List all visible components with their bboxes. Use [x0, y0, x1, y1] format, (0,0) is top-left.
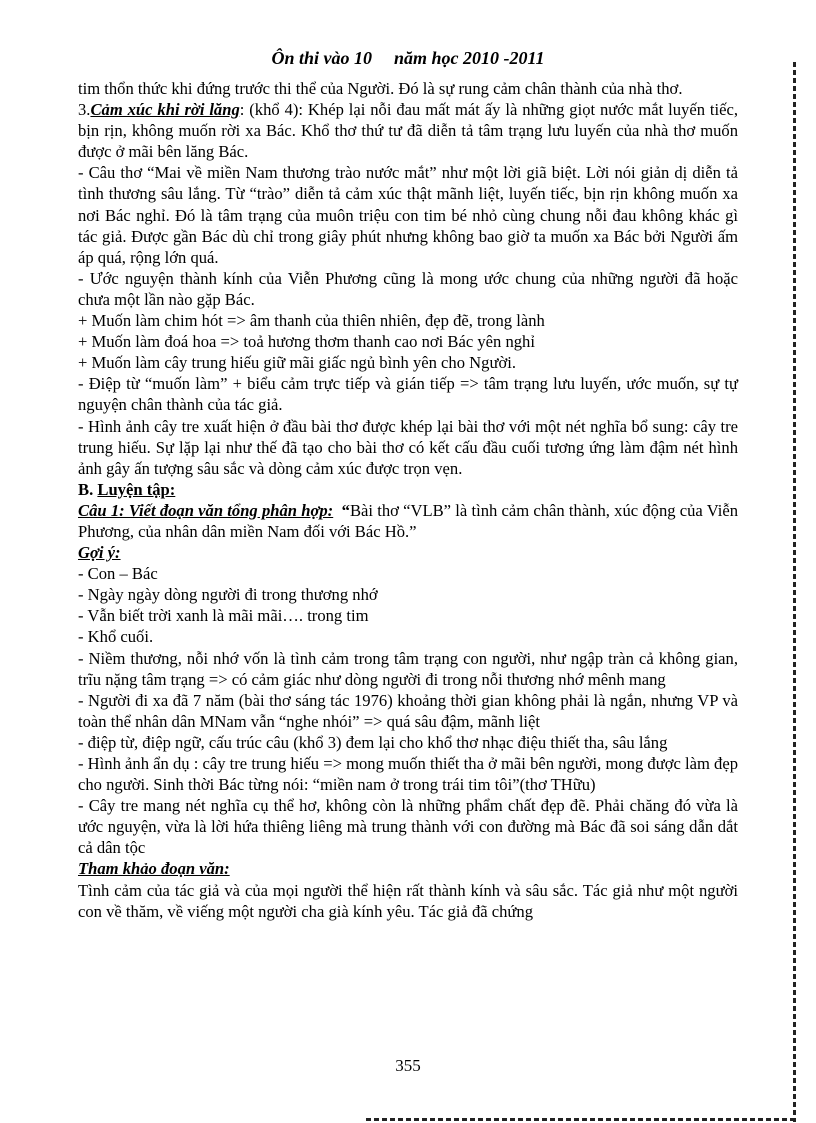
section-3-title: Cảm xúc khi rời lăng: [90, 100, 240, 120]
section-b-heading: [78, 479, 738, 500]
question-1-text: Bài thơ “VLB” là tình cảm chân thành, xúc động của Viễn Phương, của nhân dân miền Nam đối với Bác Hồ.”: [78, 500, 738, 541]
hint-item: - Cây tre mang nét nghĩa cụ thể hơ, không còn là những phẩm chất đẹp đẽ. Phải chăng đó vừa là ước nguyện, vừa là lời hứa thiêng liêng mà trung thành với con đường mà Bác đã soi sáng dẫn dắt cả dân tộc: [78, 796, 738, 858]
hint-item: - Vẫn biết trời xanh là mãi mãi…. trong tim: [78, 606, 369, 626]
hint-item: - điệp từ, điệp ngữ, cấu trúc câu (khổ 3) đem lại cho khổ thơ nhạc điệu thiết tha, sâu lắng: [78, 732, 668, 752]
hint-item: - Con – Bác: [78, 564, 158, 584]
hint-heading: [78, 542, 738, 563]
document-body: [78, 78, 738, 922]
page-border-right: [793, 62, 796, 1122]
section-b-title: Luyện tập:: [97, 479, 176, 499]
list-item: + Muốn làm đoá hoa => toả hương thơm thanh cao nơi Bác yên nghỉ: [78, 332, 535, 352]
reference-title: Tham khảo đoạn văn:: [78, 859, 230, 879]
hint-item: - Hình ảnh ẩn dụ : cây tre trung hiếu => mong muốn thiết tha ở mãi bên người, mong được làm đẹp cho người. Sinh thời Bác từng nói: “miền nam ở trong trái tim tôi”(thơ THữu): [78, 754, 738, 795]
list-item: + Muốn làm chim hót => âm thanh của thiên nhiên, đẹp đẽ, trong lành: [78, 311, 545, 331]
paragraph: tim thổn thức khi đứng trước thi thể của Người. Đó là sự rung cảm chân thành của nhà thơ.: [78, 79, 683, 98]
reference-heading: [78, 858, 738, 879]
header-right: năm học 2010 -2011: [394, 48, 545, 68]
paragraph: - Hình ảnh cây tre xuất hiện ở đầu bài thơ được khép lại bài thơ với một nét nghĩa bổ sung: cây tre trung hiếu. Sự lặp lại như thế đã tạo cho bài thơ có kết cấu đầu cuối tương ứng làm đậm nét hình ảnh gây ấn tượng sâu sắc và dòng cảm xúc được trọn vẹn.: [78, 416, 738, 478]
page-border-bottom: [366, 1118, 796, 1121]
paragraph: Tình cảm của tác giả và của mọi người thể hiện rất thành kính và sâu sắc. Tác giả như một người con về thăm, về viếng một người cha già kính yêu. Tác giả đã chứng: [78, 880, 738, 921]
question-1: [78, 500, 738, 542]
hint-item: - Người đi xa đã 7 năm (bài thơ sáng tác 1976) khoảng thời gian không phải là ngắn, nhưng VP và toàn thể nhân dân MNam vẫn “nghe nhói” => quá sâu đậm, mãnh liệt: [78, 690, 738, 731]
list-item: + Muốn làm cây trung hiếu giữ mãi giấc ngủ bình yên cho Người.: [78, 353, 516, 373]
section-3-paragraph: [78, 99, 738, 162]
section-number: 3.: [78, 100, 91, 120]
hint-item: - Ngày ngày dòng người đi trong thương nhớ: [78, 585, 378, 605]
header-left: Ôn thi vào 10: [271, 48, 372, 68]
quote-open: “: [341, 500, 350, 520]
paragraph: - Ước nguyện thành kính của Viễn Phương cũng là mong ước chung của những người đã hoặc chưa một lần nào gặp Bác.: [78, 268, 738, 309]
paragraph: - Điệp từ “muốn làm” + biểu cảm trực tiếp và gián tiếp => tâm trạng lưu luyến, ước muốn, sự tự nguyện chân thành của tác giả.: [78, 374, 738, 415]
question-1-title: Câu 1: Viết đoạn văn tổng phân hợp:: [78, 500, 334, 520]
page-number: 355: [395, 1056, 421, 1075]
hint-item: - Khổ cuối.: [78, 627, 154, 647]
hint-item: - Niềm thương, nỗi nhớ vốn là tình cảm trong tâm trạng con người, như ngập tràn cả không gian, trĩu nặng tâm trạng => có cảm giác như dòng người đi trong nỗi thương nhớ mênh mang: [78, 648, 738, 689]
section-3-text: : (khổ 4): Khép lại nỗi đau mất mát ấy là những giọt nước mắt luyến tiếc, bịn rịn, không muốn rời xa Bác. Khổ thơ thứ tư đã diễn tả tâm trạng lưu luyến của nhà thơ muốn được ở mãi bên lăng Bác.: [78, 100, 738, 162]
page-header: [0, 48, 816, 69]
section-b-number: B.: [78, 479, 98, 499]
paragraph: - Câu thơ “Mai về miền Nam thương trào nước mắt” như một lời giã biệt. Lời nói giản dị diễn tả tình thương sâu lắng. Từ “trào” diễn tả cảm xúc thật mãnh liệt, luyến tiếc, bịn rịn không muốn xa nơi Bác nghỉ. Đó là tâm trạng của muôn triệu con tim bé nhỏ cùng chung nỗi đau không khác gì tác giả. Được gần Bác dù chỉ trong giây phút nhưng không bao giờ ta muốn xa Bác bởi Người ấm áp quá, rộng lớn quá.: [78, 163, 738, 267]
hint-title: Gợi ý:: [78, 543, 121, 563]
